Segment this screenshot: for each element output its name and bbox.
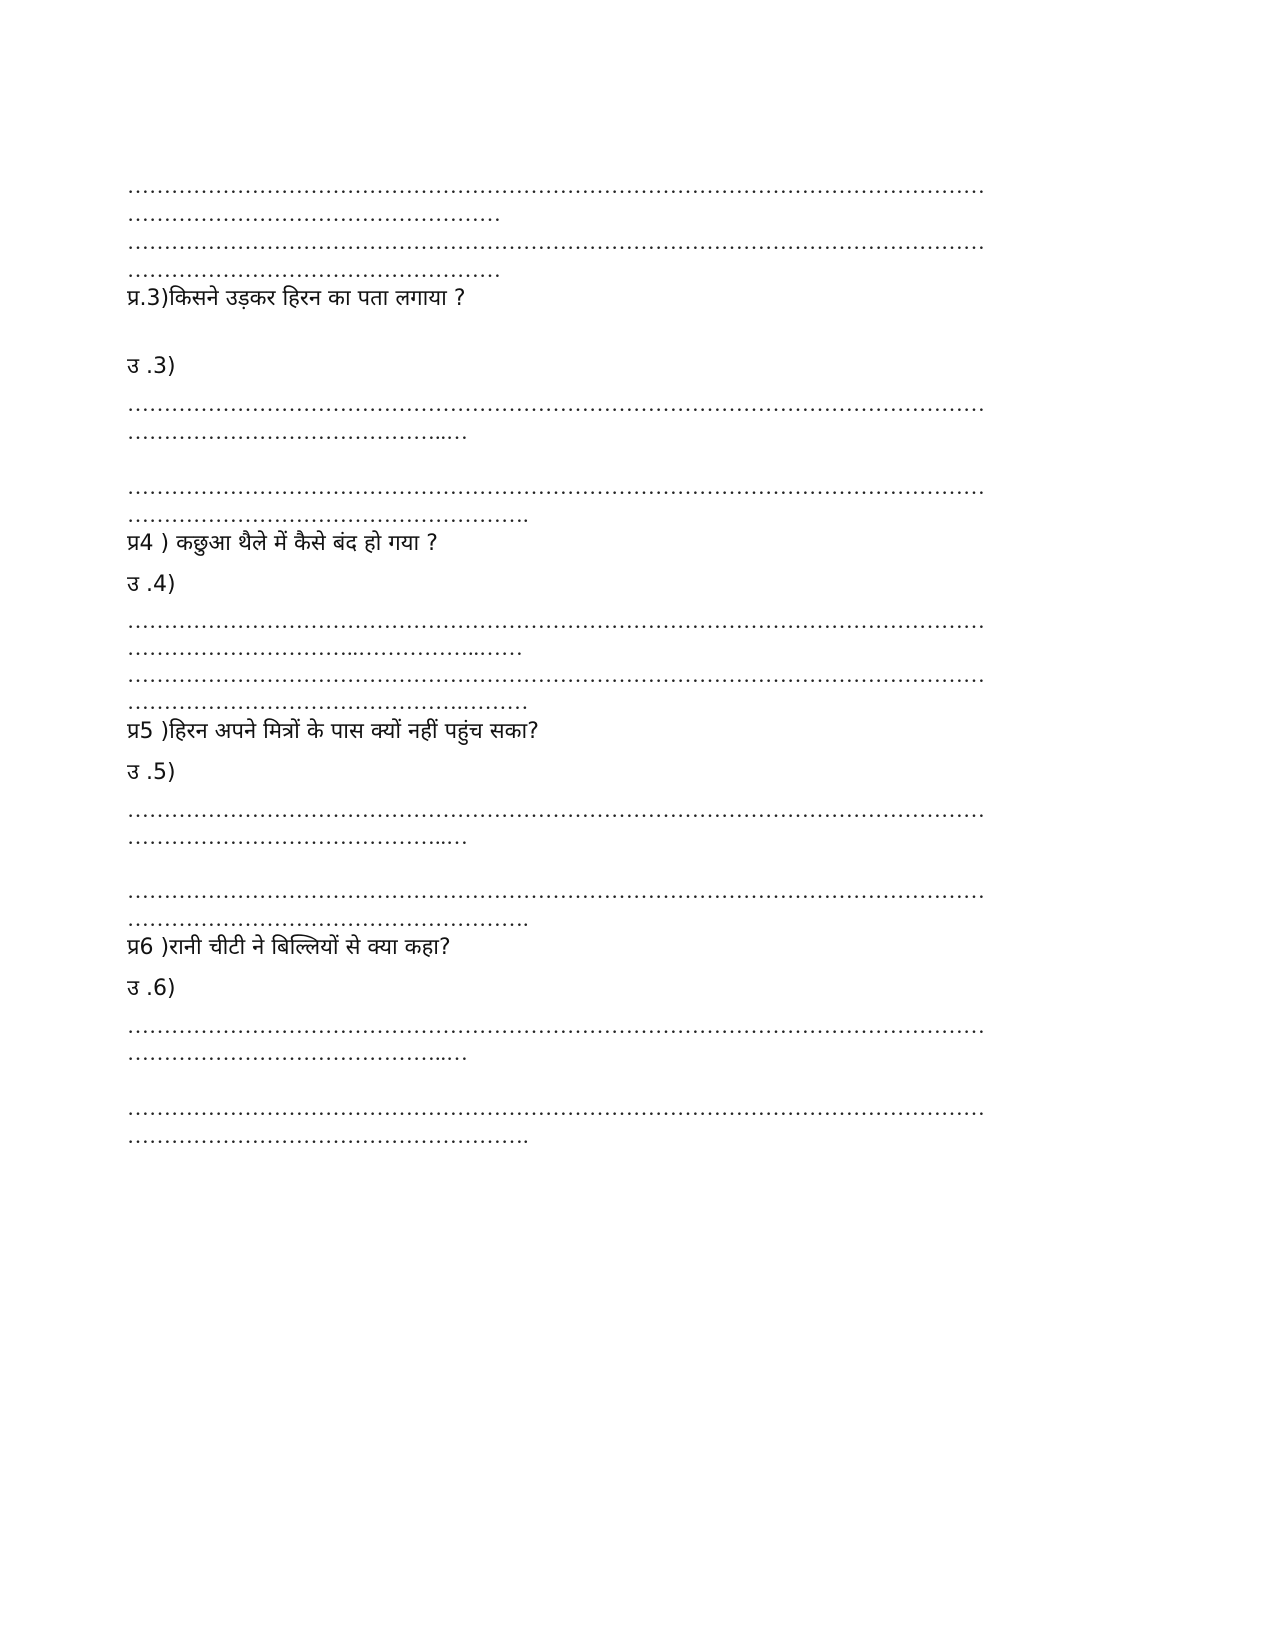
question-5: प्र5 )हिरन अपने मित्रों के पास क्यों नहीं पहुंच सका? — [127, 719, 539, 744]
answer-dotted-line: ……………………………………………………………………………………………………… — [127, 1095, 985, 1120]
answer-dotted-line: ……………………………………………………………………………………………………… — [127, 797, 985, 822]
question-3: प्र.3)किसने उड़कर हिरन का पता लगाया ? — [127, 286, 466, 311]
answer-dotted-line: …………………………………………… — [127, 201, 501, 226]
answer-dotted-line: ……………………………………..… — [127, 824, 468, 849]
answer-dotted-line: ……………………………………………………………………………………………………… — [127, 662, 985, 687]
answer-label-3: उ .3) — [127, 354, 176, 379]
answer-dotted-line: ……………………………………..… — [127, 419, 468, 444]
answer-dotted-line: ……………………………………………………………………………………………………… — [127, 878, 985, 903]
answer-dotted-line: …………………………..……………..…… — [127, 635, 523, 660]
answer-dotted-line: ………………………………………………. — [127, 1123, 529, 1148]
answer-dotted-line: ……………………………………………………………………………………………………… — [127, 173, 985, 198]
answer-label-6: उ .6) — [127, 976, 176, 1001]
answer-dotted-line: ……………………………………………………………………………………………………… — [127, 391, 985, 416]
answer-label-5: उ .5) — [127, 760, 176, 785]
answer-dotted-line: …………………………………………… — [127, 257, 501, 282]
answer-dotted-line: ……………………………………..… — [127, 1040, 468, 1065]
question-4: प्र4 ) कछुआ थैले में कैसे बंद हो गया ? — [127, 531, 438, 556]
answer-dotted-line: ……………………………………………………………………………………………………… — [127, 229, 985, 254]
answer-label-4: उ .4) — [127, 572, 176, 597]
answer-dotted-line: ………………………………………………. — [127, 906, 529, 931]
answer-dotted-line: ………………………………………………. — [127, 502, 529, 527]
answer-dotted-line: ……………………………………………………………………………………………………… — [127, 608, 985, 633]
answer-dotted-line: ……………………………………….……… — [127, 689, 529, 714]
answer-dotted-line: ……………………………………………………………………………………………………… — [127, 1013, 985, 1038]
question-6: प्र6 )रानी चीटी ने बिल्लियों से क्या कहा? — [127, 935, 451, 960]
answer-dotted-line: ……………………………………………………………………………………………………… — [127, 474, 985, 499]
